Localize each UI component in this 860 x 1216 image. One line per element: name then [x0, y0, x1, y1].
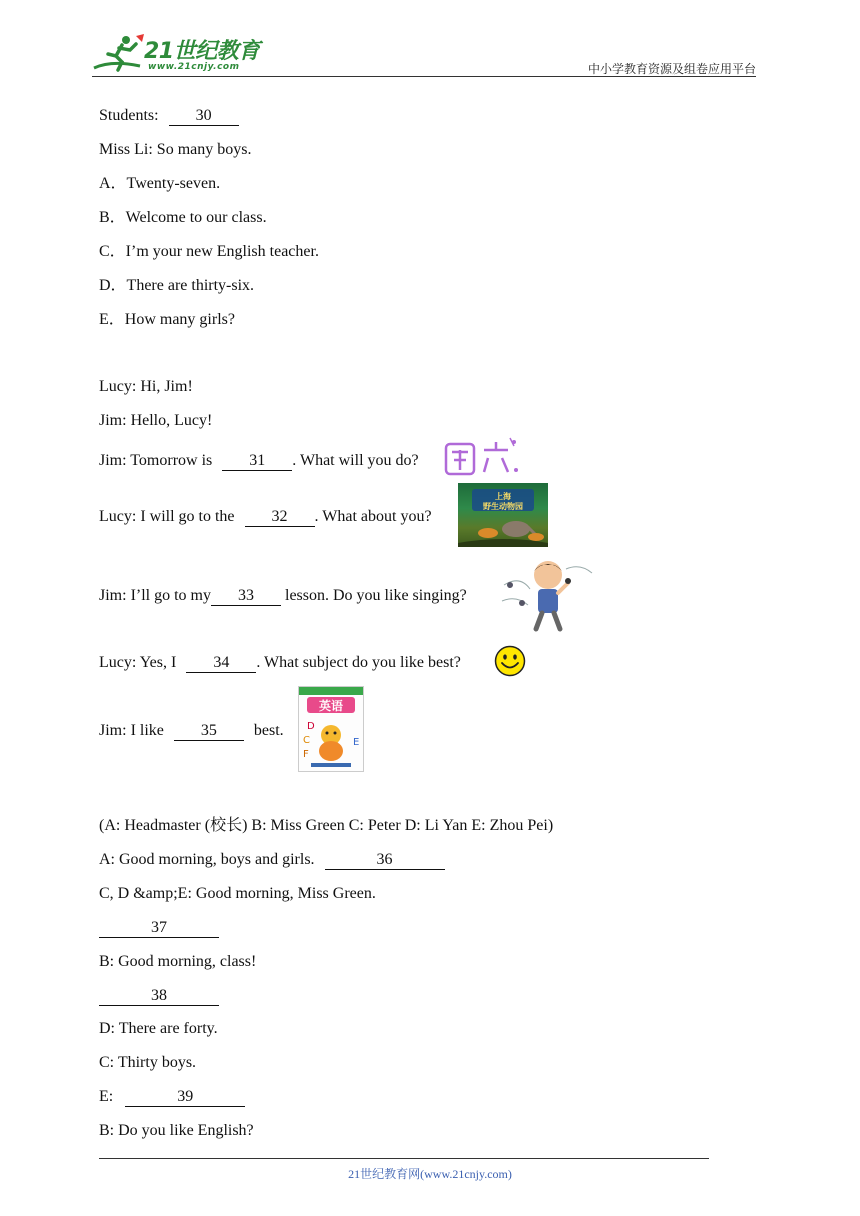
- runner-logo-icon: [92, 32, 152, 76]
- answer-blank[interactable]: 39: [125, 1088, 245, 1107]
- singing-boy-image: [500, 555, 596, 633]
- dialogue-line: C, D &amp;E: Good morning, Miss Green.: [99, 885, 376, 902]
- zoo-title-1: 上海: [495, 492, 511, 501]
- dialogue-line: B: Do you like English?: [99, 1122, 254, 1139]
- option-e: E．How many girls?: [99, 311, 235, 328]
- dialogue-line: [99, 918, 219, 938]
- option-b: B．Welcome to our class.: [99, 209, 267, 226]
- dialogue-line: Jim: I’ll go to my 33 lesson. Do you like singing?: [99, 587, 467, 604]
- answer-blank[interactable]: 30: [169, 107, 239, 126]
- answer-blank[interactable]: 35: [174, 722, 244, 741]
- footer-divider: [99, 1158, 709, 1159]
- dialogue-line: A: Good morning, boys and girls. 36: [99, 850, 445, 870]
- answer-blank[interactable]: 37: [99, 919, 219, 938]
- header-divider: [92, 76, 756, 77]
- answer-blank[interactable]: 31: [222, 452, 292, 471]
- zoo-title-2: 野生动物园: [483, 502, 523, 511]
- dialogue-line: Students: 30: [99, 106, 239, 126]
- dialogue-line: Lucy: Yes, I 34 . What subject do you like best?: [99, 654, 461, 671]
- answer-blank[interactable]: 38: [99, 987, 219, 1006]
- smiley-face-icon: [494, 645, 526, 677]
- option-d: D．There are thirty-six.: [99, 277, 255, 294]
- answer-blank[interactable]: 36: [325, 851, 445, 870]
- answer-blank[interactable]: 33: [211, 587, 281, 606]
- svg-text:F: F: [303, 749, 309, 760]
- dialogue-line: Jim: I like 35 best.: [99, 722, 284, 739]
- page-header: [92, 30, 756, 80]
- dialogue-line: Jim: Tomorrow is 31 . What will you do?: [99, 452, 419, 469]
- svg-text:E: E: [353, 737, 360, 748]
- english-book-image: [298, 686, 364, 772]
- logo-text: 21世纪教育: [144, 39, 260, 64]
- svg-text:D: D: [307, 721, 315, 732]
- book-title: 英语: [318, 699, 344, 713]
- zoo-poster-image: [458, 483, 548, 547]
- role-legend: (A: Headmaster (校长) B: Miss Green C: Peter D: Li Yan E: Zhou Pei): [99, 817, 554, 834]
- dialogue-line: Lucy: I will go to the 32 . What about you?: [99, 508, 432, 525]
- dialogue-line: E: 39: [99, 1087, 245, 1107]
- dialogue-line: Miss Li: So many boys.: [99, 141, 252, 158]
- dialogue-line: B: Good morning, class!: [99, 953, 257, 970]
- header-platform-title: 中小学教育资源及组卷应用平台: [587, 62, 756, 76]
- option-a: A．Twenty-seven.: [99, 175, 221, 192]
- dialogue-line: D: There are forty.: [99, 1020, 218, 1037]
- dialogue-line: Lucy: Hi, Jim!: [99, 378, 193, 395]
- footer-link[interactable]: 21世纪教育网(www.21cnjy.com): [348, 1167, 512, 1181]
- svg-text:C: C: [303, 735, 310, 746]
- dialogue-line: Jim: Hello, Lucy!: [99, 412, 213, 429]
- option-c: C．I’m your new English teacher.: [99, 243, 319, 260]
- answer-blank[interactable]: 34: [186, 654, 256, 673]
- dialogue-line: C: Thirty boys.: [99, 1054, 197, 1071]
- dialogue-line: [99, 986, 219, 1006]
- answer-blank[interactable]: 32: [245, 508, 315, 527]
- logo: [92, 32, 262, 76]
- national-day-image: [444, 436, 520, 480]
- logo-subtext: www.21cnjy.com: [148, 62, 240, 72]
